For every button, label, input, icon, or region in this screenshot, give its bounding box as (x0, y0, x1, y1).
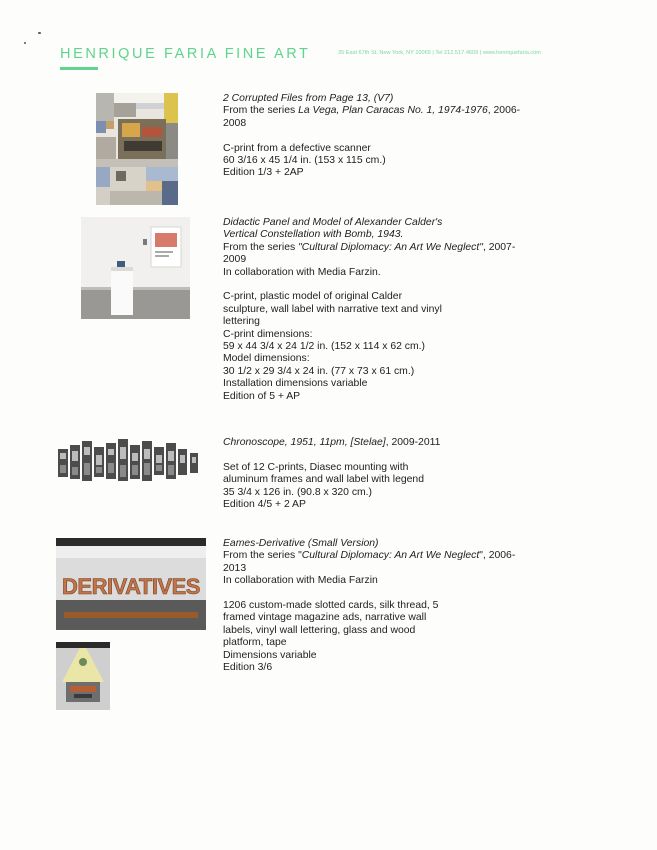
artwork-detail: aluminum frames and wall label with legend (223, 474, 424, 486)
scan-speck (38, 32, 41, 34)
artwork-detail: 60 3/16 x 45 1/4 in. (153 x 115 cm.) (223, 155, 386, 167)
artwork-collaboration: In collaboration with Media Farzin (223, 575, 378, 587)
artwork-collaboration: In collaboration with Media Farzin. (223, 266, 381, 278)
artwork-detail: Dimensions variable (223, 649, 317, 661)
artwork-series: From the series "Cultural Diplomacy: An Art We Neglect", 2007-2009 (223, 241, 516, 266)
gallery-brand: HENRIQUE FARIA FINE ART (60, 46, 311, 62)
artwork-detail: Installation dimensions variable (223, 378, 368, 390)
artwork-detail: C-print, plastic model of original Calder (223, 291, 403, 303)
artwork-detail: 1206 custom-made slotted cards, silk thread, 5 (223, 600, 439, 612)
artwork-detail: Edition 1/3 + 2AP (223, 167, 304, 179)
artwork-title: Vertical Constellation with Bomb, 1943. (223, 229, 404, 241)
artwork-image-calder-panel (81, 217, 190, 319)
artwork-detail: 35 3/4 x 126 in. (90.8 x 320 cm.) (223, 486, 373, 498)
artwork-title: Eames-Derivative (Small Version) (223, 538, 379, 549)
artwork-detail: framed vintage magazine ads, narrative wall (223, 612, 427, 624)
artwork-title: Didactic Panel and Model of Alexander Calder's (223, 217, 443, 228)
artwork-detail: labels, vinyl wall lettering, glass and wood (223, 624, 416, 636)
artwork-detail: Model dimensions: (223, 353, 310, 365)
artwork-entry-1 (223, 93, 523, 180)
artwork-detail: Edition 3/6 (223, 662, 273, 674)
artwork-detail: Edition 4/5 + 2 AP (223, 499, 306, 511)
artwork-detail: lettering (223, 316, 260, 328)
artwork-series: From the series "Cultural Diplomacy: An Art We Neglect", 2006-2013 (223, 550, 516, 574)
artwork-image-eames-derivative (56, 538, 206, 630)
artwork-image-eames-lamp (56, 642, 110, 710)
brand-underline (60, 67, 98, 70)
artwork-series: From the series La Vega, Plan Caracas No. 1, 1974-1976, 2006-2008 (223, 105, 521, 129)
artwork-title: 2 Corrupted Files from Page 13, (V7) (223, 93, 394, 104)
derivatives-sign: DERIVATIVES (62, 574, 200, 599)
artwork-detail: Set of 12 C-prints, Diasec mounting with (223, 461, 409, 473)
artwork-detail: C-print from a defective scanner (223, 142, 371, 154)
artwork-detail: 30 1/2 x 29 3/4 x 24 in. (77 x 73 x 61 cm.) (223, 365, 415, 377)
artwork-detail: sculpture, wall label with narrative text and vinyl (223, 303, 442, 315)
artwork-detail: C-print dimensions: (223, 328, 313, 340)
gallery-contact: 35 East 67th St. New York, NY 10065 | Tel 212.517.4609 | www.henriquefaria.com (338, 50, 541, 56)
artwork-detail: Edition of 5 + AP (223, 390, 301, 402)
artwork-entry-4 (223, 538, 523, 674)
artwork-image-chronoscope (56, 437, 201, 489)
artwork-detail: platform, tape (223, 637, 287, 649)
artwork-image-corrupted-files (96, 93, 178, 205)
artwork-entry-2 (223, 217, 523, 403)
artwork-detail: 59 x 44 3/4 x 24 1/2 in. (152 x 114 x 62 cm.) (223, 341, 425, 353)
artwork-title: Chronoscope, 1951, 11pm, [Stelae], 2009-2011 (223, 437, 441, 448)
scan-speck (24, 42, 26, 44)
artwork-entry-3 (223, 437, 523, 511)
